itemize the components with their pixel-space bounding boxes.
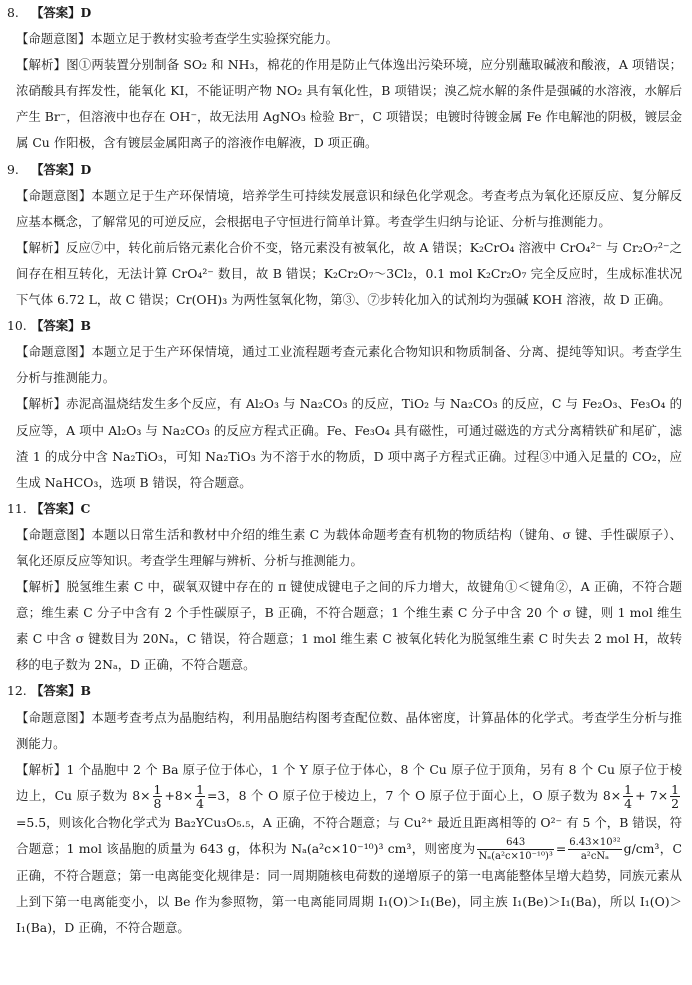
analysis-paragraph xyxy=(7,757,682,941)
fraction-1-8 xyxy=(153,783,163,810)
analysis-text: = xyxy=(555,840,567,856)
fraction-1-4 xyxy=(195,783,205,810)
fraction-numerator: 1 xyxy=(196,781,204,797)
question-12 xyxy=(7,678,682,941)
answer-line: 【答案】C xyxy=(31,500,91,516)
density-fraction xyxy=(477,836,553,863)
fraction-denominator: 8 xyxy=(153,795,162,811)
analysis-paragraph: 【解析】赤泥高温烧结发生多个反应，有 Al₂O₃ 与 Na₂CO₃ 的反应，TiO₂ 与 Na₂CO₃ 的反应，C 与 Fe₂O₃、Fe₃O₄ 的反应等，A 项中 Al₂O₃ 与 Na₂CO₃ 的反应方程式正确。Fe、Fe₃O₄ 具有磁性，可通过磁选的方式分离精铁矿和尾矿，滤渣 1 的成分中含 Na₂TiO₃，可知 Na₂TiO₃ 为不溶于水的物质，D 项中离子方程式正确。过程③中通入足量的 CO₂，应生成 NaHCO₃，选项 B 错误，符合题意。 xyxy=(16,396,682,490)
fraction-1-4 xyxy=(623,783,633,810)
analysis-paragraph: 【解析】脱氢维生素 C 中，碳氧双键中存在的 π 键使成键电子之间的斥力增大，故键角①＜键角②，A 正确，不符合题意；维生素 C 分子中含有 2 个手性碳原子，B 正确，不符合题意；1 个维生素 C 分子中含 20 个 σ 键，则 1 mol 维生素 C 中含 σ 键数目为 20Nₐ，C 错误，符合题意；1 mol 维生素 C 被氧化转化为脱氢维生素 C 时失去 2 mol H，故转移的电子数为 2Nₐ，D 正确，不符合题意。 xyxy=(16,579,682,673)
question-9 xyxy=(7,157,682,314)
intent-paragraph: 【命题意图】本题考查考点为晶胞结构，利用晶胞结构图考查配位数、晶体密度，计算晶体的化学式。考查学生分析与推测能力。 xyxy=(16,709,682,751)
fraction-numerator: 1 xyxy=(153,781,162,797)
question-11 xyxy=(7,496,682,679)
fraction-denominator: Nₐ(a²c×10⁻¹⁰)³ xyxy=(478,850,553,862)
intent-paragraph: 【命题意图】本题立足于教材实验考查学生实验探究能力。 xyxy=(16,31,339,47)
question-number: 8. xyxy=(7,5,19,20)
fraction-numerator: 643 xyxy=(506,836,526,848)
fraction-denominator: a²cNₐ xyxy=(568,849,621,863)
question-number: 9. xyxy=(7,161,19,177)
fraction-denominator: 4 xyxy=(196,795,204,811)
intent-paragraph: 【命题意图】本题以日常生活和教材中介绍的维生素 C 为载体命题考查有机物的物质结构（键角、σ 键、手性碳原子）、氧化还原反应等知识。考查学生理解与辨析、分析与推测能力。 xyxy=(16,526,682,568)
analysis-text: 【解析】1 个晶胞中 2 个 Ba 原子位于体心，1 个 Y 原子位于体心，8 个 Cu 原子位于顶角，另有 8 个 Cu 原子位于棱边上，Cu 原子数为 8× xyxy=(16,761,682,803)
analysis-text: =5.5，则该化合物化学式为 Ba₂YCu₃O₅.₅，A 正确，不符合题意；与 Cu²⁺ 最近且距离相等的 O²⁻ 有 5 个，B 错误，符合题意；1 mol 该晶胞的质量为 643 g，体积为 Nₐ(a²c×10⁻¹⁰)³ cm³，则密度为 xyxy=(16,814,682,856)
analysis-text: g/cm³，C 正确，不符合题意；第一电离能变化规律是：同一周期随核电荷数的递增原子的第一电离能整体呈增大趋势，同族元素从上到下第一电离能变小，以 Be 作为参照物，第一电离能同周期 I₁(O)＞I₁(Be)，同主族 I₁(Be)＞I₁(Ba)，所以 I₁(O)＞I₁(Ba)，D 正确，不符合题意。 xyxy=(16,840,682,936)
fraction-denominator: 2 xyxy=(671,795,680,811)
analysis-paragraph: 【解析】反应⑦中，转化前后铬元素化合价不变，铬元素没有被氧化，故 A 错误；K₂CrO₄ 溶液中 CrO₄²⁻ 与 Cr₂O₇²⁻之间存在相互转化，无法计算 CrO₄²⁻ 数目，故 B 错误；K₂Cr₂O₇～3Cl₂，0.1 mol K₂Cr₂O₇ 完全反应时，生成标准状况下气体 6.72 L，故 C 错误；Cr(OH)₃ 为两性氢氧化物，第③、⑦步转化加入的试剂均为强碱 KOH 溶液，故 D 正确。 xyxy=(16,239,682,308)
fraction-numerator: 1 xyxy=(624,781,633,797)
fraction-denominator: 4 xyxy=(624,795,633,811)
question-number: 10. xyxy=(7,318,27,334)
fraction-numerator: 6.43×10³² xyxy=(569,836,621,848)
question-number: 11. xyxy=(7,500,27,516)
analysis-text: +8× xyxy=(164,787,194,803)
fraction-numerator: 1 xyxy=(671,781,680,797)
analysis-text: + 7× xyxy=(635,787,669,803)
answer-line: 【答案】B xyxy=(31,318,92,334)
answer-line: 【答案】D xyxy=(31,161,92,177)
question-8 xyxy=(7,0,682,157)
question-10 xyxy=(7,313,682,496)
answer-line: 【答案】D xyxy=(31,5,92,20)
analysis-paragraph: 【解析】图①两装置分别制备 SO₂ 和 NH₃，棉花的作用是防止气体逸出污染环境，应分别蘸取碱液和酸液，A 项错误；浓硝酸具有挥发性，能氧化 KI，不能证明产物 NO₂ 具有氧化性，B 项错误；溴乙烷水解的条件是强碱的水溶液，水解后产生 Br⁻，但溶液中也存在 OH⁻，故无法用 AgNO₃ 检验 Br⁻，C 项错误；电镀时待镀金属 Fe 作电解池的阴极，镀层金属 Cu 作阳极，含有镀层金属阳离子的溶液作电解液，D 项正确。 xyxy=(16,57,682,151)
question-number: 12. xyxy=(7,683,27,699)
answer-line: 【答案】B xyxy=(31,683,92,699)
intent-paragraph: 【命题意图】本题立足于生产环保情境，培养学生可持续发展意识和绿色化学观念。考查考点为氧化还原反应、复分解反应基本概念，了解常见的可逆反应，会根据电子守恒进行简单计算。考查学生归纳与论证、分析与推测能力。 xyxy=(16,187,682,229)
density-result-fraction xyxy=(568,836,621,863)
fraction-1-2 xyxy=(670,783,680,810)
analysis-text: =3，8 个 O 原子位于棱边上，7 个 O 原子位于面心上，O 原子数为 8× xyxy=(206,787,622,803)
intent-paragraph: 【命题意图】本题立足于生产环保情境，通过工业流程题考查元素化合物知识和物质制备、分离、提纯等知识。考查学生分析与推测能力。 xyxy=(16,344,682,386)
